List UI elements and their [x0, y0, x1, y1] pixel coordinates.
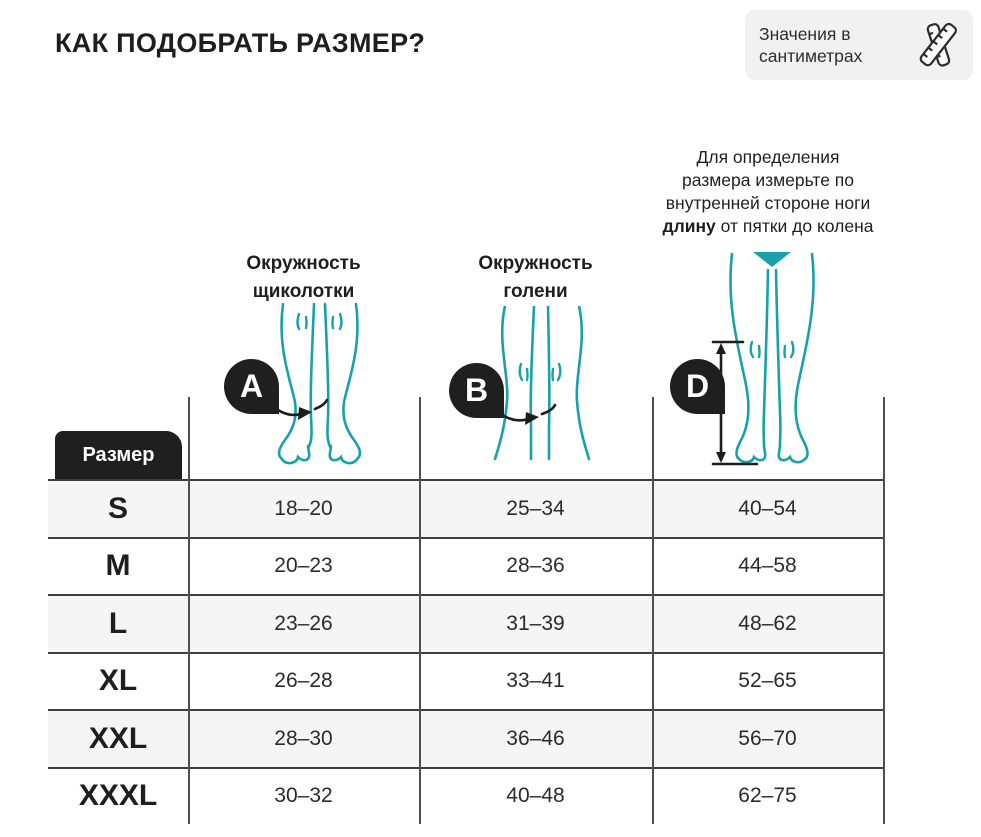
measure-point-badge-a: [224, 359, 279, 414]
table-row: [48, 479, 883, 537]
instruction-line-4: [640, 215, 896, 238]
units-badge-text: [759, 23, 911, 68]
length-value-cell: 56–70: [738, 726, 797, 750]
instruction-line-2: размера измерьте по: [681, 170, 855, 191]
column-divider: [419, 397, 421, 824]
size-table: [48, 479, 883, 824]
ankle-value-cell: 23–26: [274, 611, 333, 635]
column-divider: [188, 397, 190, 824]
column-b-title-line1: Окружность: [478, 253, 593, 274]
size-cell: XXXL: [78, 779, 158, 813]
size-cell: XL: [98, 664, 138, 698]
badge-d-letter: D: [685, 368, 710, 404]
length-value-cell: 48–62: [738, 611, 797, 635]
column-a-title-line2: щиколотки: [252, 280, 355, 302]
table-row: [48, 537, 883, 595]
calf-value-cell: 40–48: [506, 784, 565, 808]
calf-value-cell: 28–36: [506, 554, 565, 578]
ankle-legs-illustration: [263, 302, 373, 467]
calf-value-cell: 31–39: [506, 611, 565, 635]
column-b-title-line2: голени: [503, 280, 568, 302]
badge-a-letter: A: [239, 368, 264, 404]
calf-value-cell: 33–41: [506, 669, 565, 693]
instruction-line-3: внутренней стороне ноги: [665, 193, 871, 214]
table-row: [48, 709, 883, 767]
ankle-value-cell: 26–28: [274, 669, 333, 693]
size-cell: S: [107, 491, 128, 525]
column-divider: [883, 397, 885, 824]
ankle-value-cell: 18–20: [274, 496, 333, 520]
size-cell: XXL: [88, 721, 148, 755]
units-line-2: сантиметрах: [759, 46, 863, 66]
units-line-1: Значения в: [759, 23, 851, 44]
column-divider: [652, 397, 654, 824]
size-header-tab: Размер: [55, 431, 182, 479]
badge-b-letter: B: [464, 372, 489, 408]
units-badge: [745, 10, 973, 80]
measure-point-badge-d: [670, 359, 725, 414]
column-a-title-line1: Окружность: [246, 253, 361, 274]
length-value-cell: 52–65: [738, 669, 797, 693]
column-a-title: [188, 250, 419, 305]
instruction-bold-word: длину: [662, 216, 716, 237]
calf-value-cell: 25–34: [506, 496, 565, 520]
instruction-line-1: Для определения: [696, 147, 840, 167]
length-value-cell: 62–75: [738, 784, 797, 808]
ruler-icon: [911, 16, 965, 74]
calf-legs-illustration: [492, 306, 592, 461]
length-value-cell: 40–54: [738, 496, 797, 520]
calf-value-cell: 36–46: [506, 726, 565, 750]
instruction-line-4-rest: от пятки до колена: [720, 216, 874, 237]
table-row: [48, 767, 883, 825]
size-cell: L: [108, 606, 128, 640]
table-row: [48, 652, 883, 710]
measure-point-badge-b: [449, 363, 504, 418]
length-value-cell: 44–58: [738, 554, 797, 578]
ankle-value-cell: 20–23: [274, 554, 333, 578]
ankle-value-cell: 30–32: [274, 784, 333, 808]
size-cell: M: [105, 549, 131, 583]
instruction-text: [640, 146, 896, 238]
table-row: [48, 594, 883, 652]
ankle-value-cell: 28–30: [274, 726, 333, 750]
column-b-title: [419, 250, 652, 305]
page-title: КАК ПОДОБРАТЬ РАЗМЕР?: [55, 28, 426, 58]
